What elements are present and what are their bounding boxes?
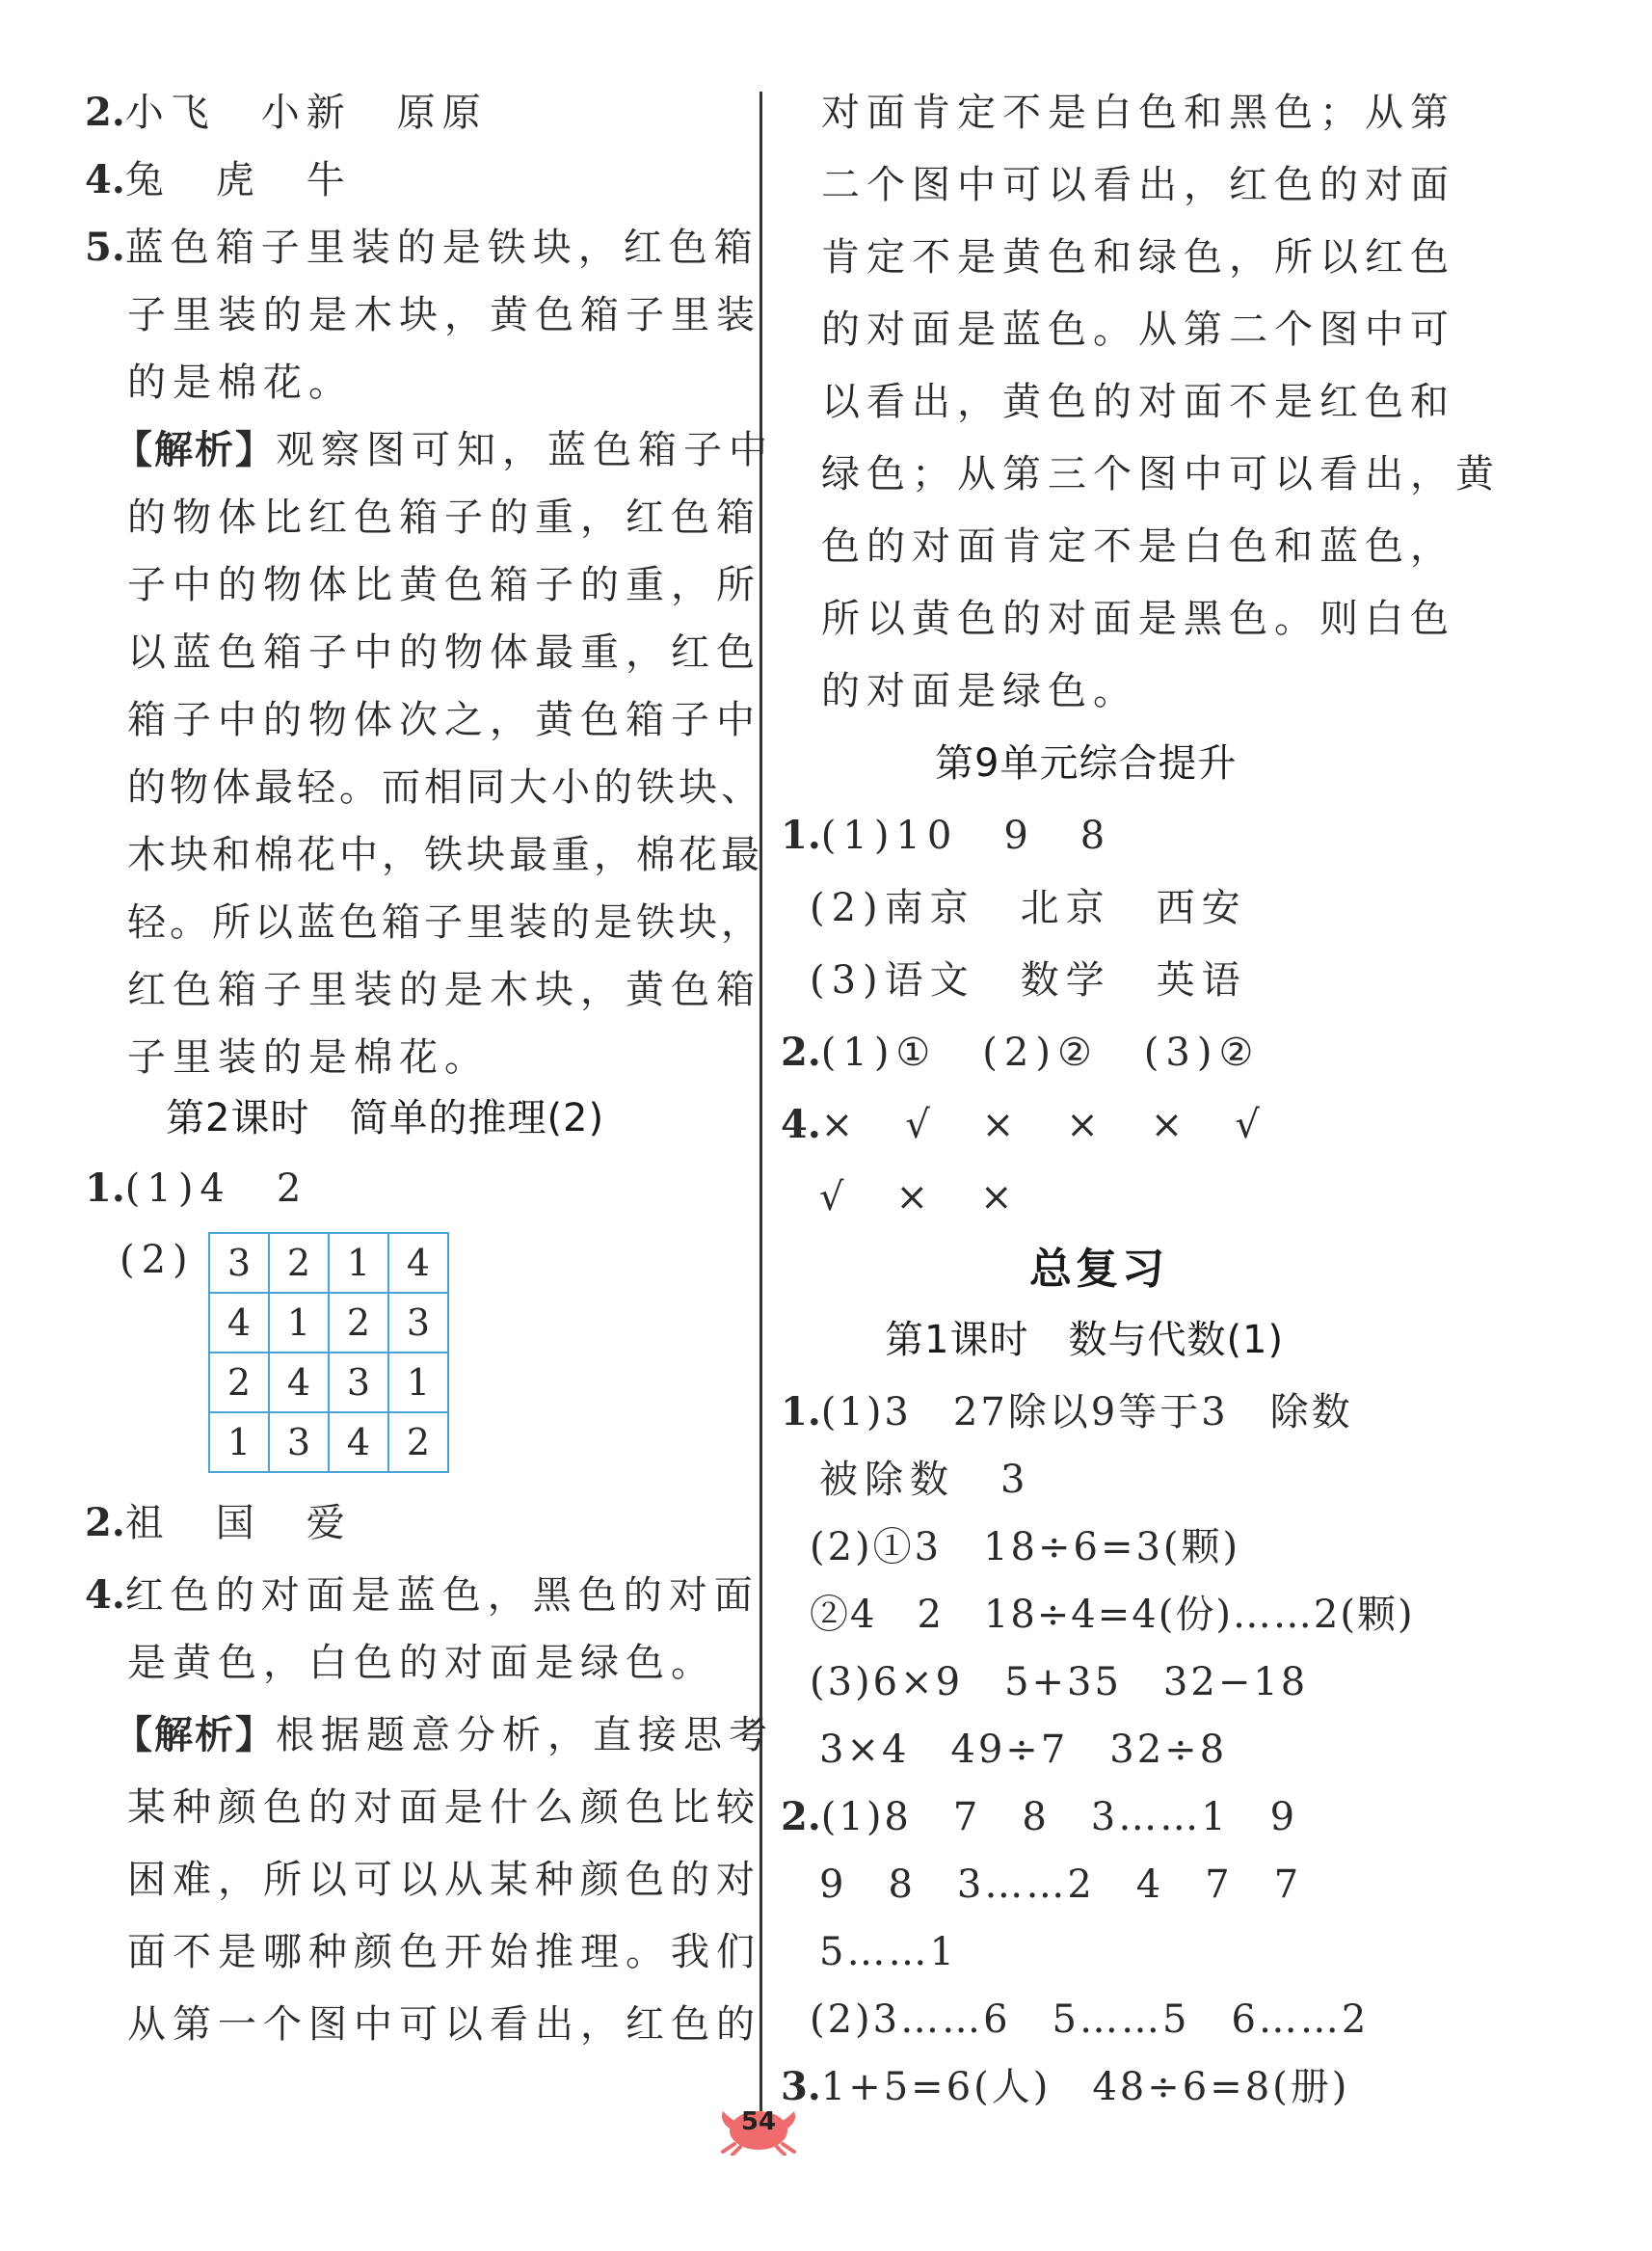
answer-2b: 2.(1)8 7 8 3……1 9: [781, 1794, 1298, 1839]
answer-2: 2.(1)① (2)② (3)②: [781, 1030, 1261, 1075]
text-line: 所以黄色的对面是黑色。则白色: [821, 597, 1455, 641]
page-number: 54: [740, 2107, 777, 2136]
grid-cell: 3: [388, 1293, 448, 1353]
answer-2b: 2.祖 国 爱: [85, 1500, 352, 1545]
text-line: ②4 2 18÷4=4(份)……2(颗): [810, 1593, 1415, 1637]
grid-cell: 4: [329, 1412, 388, 1472]
grid-cell: 2: [388, 1412, 448, 1472]
text-line: 3×4 49÷7 32÷8: [819, 1728, 1228, 1772]
text-line: 困难，所以可以从某种颜色的对: [127, 1858, 761, 1902]
grid-cell: 4: [388, 1233, 448, 1293]
chapter-heading: 总复习: [1029, 1245, 1168, 1294]
section-heading: 第9单元综合提升: [935, 741, 1238, 786]
text-line: (2)南京 北京 西安: [810, 886, 1247, 930]
answer-3: 3.1+5=6(人) 48÷6=8(册): [781, 2064, 1350, 2109]
grid-row: [209, 1293, 448, 1353]
text-line: 肯定不是黄色和绿色，所以红色: [821, 235, 1455, 280]
text-line: (3)语文 数学 英语: [810, 958, 1247, 1003]
grid-row: [209, 1233, 448, 1293]
text-line: 某种颜色的对面是什么颜色比较: [127, 1785, 761, 1830]
text-line: 以蓝色箱子中的物体最重，红色: [127, 630, 761, 675]
grid-cell: 3: [269, 1412, 329, 1472]
text-line: 色的对面肯定不是白色和蓝色，: [821, 524, 1455, 569]
text-line: 从第一个图中可以看出，红色的: [127, 2002, 761, 2047]
grid-cell: 4: [209, 1293, 269, 1353]
answer-4b: 4.红色的对面是蓝色，黑色的对面: [85, 1572, 759, 1618]
grid-cell: 1: [269, 1293, 329, 1353]
grid-cell: 1: [209, 1412, 269, 1472]
grid-cell: 1: [388, 1353, 448, 1412]
grid-cell: 3: [329, 1353, 388, 1412]
analysis-line: 【解析】观察图可知，蓝色箱子中: [114, 428, 774, 472]
answer-4: 4.兔 虎 牛: [85, 157, 352, 202]
text-line: 的物体比红色箱子的重，红色箱: [127, 496, 761, 540]
number-grid: [208, 1232, 449, 1473]
grid-cell: 4: [269, 1353, 329, 1412]
text-line: 的对面是蓝色。从第二个图中可: [821, 308, 1455, 352]
section-heading: 第1课时 数与代数(1): [885, 1318, 1285, 1362]
text-line: 绿色；从第三个图中可以看出，黄: [821, 452, 1501, 496]
text-line: 二个图中可以看出，红色的对面: [821, 163, 1455, 207]
answer-5: 5.蓝色箱子里装的是铁块，红色箱: [85, 225, 759, 270]
grid-row: [209, 1412, 448, 1472]
text-line: (2)①3 18÷6=3(颗): [810, 1525, 1241, 1569]
answer-4: 4.× √ × × × √: [781, 1102, 1266, 1147]
text-line: √ × ×: [819, 1175, 1020, 1219]
text-line: 箱子中的物体次之，黄色箱子中: [127, 698, 761, 742]
text-line: 木块和棉花中，铁块最重，棉花最: [127, 833, 763, 877]
section-heading: 第2课时 简单的推理(2): [166, 1096, 605, 1140]
answer-1: 1.(1)10 9 8: [781, 813, 1112, 858]
text-line: 红色箱子里装的是木块，黄色箱: [127, 968, 761, 1012]
text-line: 子里装的是棉花。: [127, 1035, 490, 1080]
grid-cell: 2: [329, 1293, 388, 1353]
answer-2: 2.小飞 小新 原原: [85, 90, 488, 135]
grid-cell: 2: [269, 1233, 329, 1293]
grid-cell: 2: [209, 1353, 269, 1412]
text-line: 9 8 3……2 4 7 7: [819, 1862, 1302, 1907]
text-line: 是黄色，白色的对面是绿色。: [127, 1641, 716, 1685]
text-line: 面不是哪种颜色开始推理。我们: [127, 1930, 761, 1974]
analysis-line: 【解析】根据题意分析，直接思考: [114, 1713, 774, 1757]
grid-cell: 3: [209, 1233, 269, 1293]
text-line: 的对面是绿色。: [821, 669, 1138, 713]
text-line: 5……1: [819, 1930, 957, 1974]
page-number-badge: [715, 2100, 802, 2156]
text-line: 被除数 3: [819, 1458, 1032, 1502]
text-line: (2)3……6 5……5 6……2: [810, 1997, 1370, 2042]
text-line: 以看出，黄色的对面不是红色和: [821, 380, 1455, 424]
grid-row: [209, 1353, 448, 1412]
grid-cell: 1: [329, 1233, 388, 1293]
text-line: (3)6×9 5+35 32−18: [810, 1660, 1309, 1704]
text-line: 轻。所以蓝色箱子里装的是铁块，: [127, 900, 763, 945]
text-line: 的是棉花。: [127, 361, 354, 405]
text-line: 对面肯定不是白色和黑色；从第: [821, 91, 1455, 135]
text-line: 的物体最轻。而相同大小的铁块、: [127, 765, 763, 810]
text-line: 子中的物体比黄色箱子的重，所: [127, 563, 761, 607]
sub-label: (2): [120, 1238, 195, 1282]
answer-1b: 1.(1)3 27除以9等于3 除数: [781, 1389, 1353, 1434]
text-line: 子里装的是木块，黄色箱子里装: [127, 293, 761, 337]
answer-1: 1.(1)4 2: [85, 1166, 308, 1211]
